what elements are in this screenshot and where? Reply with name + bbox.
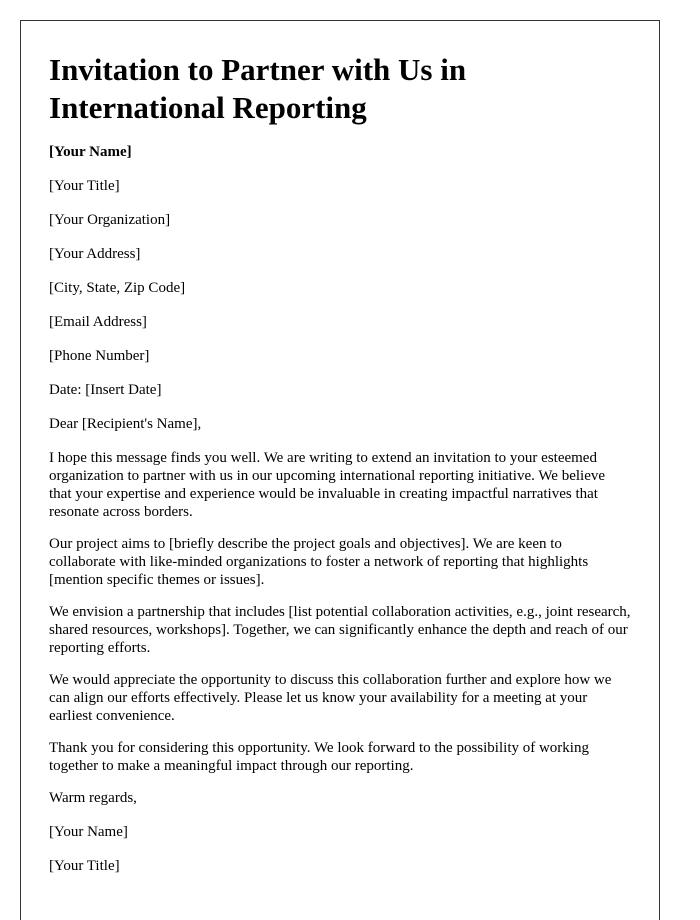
body-paragraph-3: We envision a partnership that includes [list potential collaboration activities, e.g., joint research, shared resources, workshops]. Together, we can significantly enhance the depth and reach of our reporting efforts. [49, 604, 631, 656]
sender-address: [Your Address] [49, 246, 141, 262]
sender-phone: [Phone Number] [49, 348, 150, 364]
body-paragraph-2: Our project aims to [briefly describe the project goals and objectives]. We are keen to collaborate with like-minded organizations to foster a network of reporting that highlights [mention specific themes or issues]. [49, 536, 589, 588]
body-paragraph-4: We would appreciate the opportunity to discuss this collaboration further and explore how we can align our efforts effectively. Please let us know your availability for a meeting at your earliest convenience. [49, 672, 612, 724]
signature-title: [Your Title] [49, 858, 120, 874]
signature-name: [Your Name] [49, 824, 128, 840]
letter-title: Invitation to Partner with Us in International Reporting [49, 52, 467, 125]
sender-organization: [Your Organization] [49, 212, 171, 228]
body-paragraph-5: Thank you for considering this opportunity. We look forward to the possibility of working together to make a meaningful impact through our reporting. [49, 740, 589, 774]
letter-page [20, 20, 660, 920]
sender-city-state-zip: [City, State, Zip Code] [49, 280, 186, 296]
sender-name: [Your Name] [49, 144, 132, 160]
body-paragraph-1: I hope this message finds you well. We are writing to extend an invitation to your esteemed organization to partner with us in our upcoming international reporting initiative. We believe that your expertise and experience would be invaluable in creating impactful narratives that resonate across borders. [49, 450, 606, 520]
sender-email: [Email Address] [49, 314, 147, 330]
letter-date: Date: [Insert Date] [49, 382, 162, 398]
sender-title: [Your Title] [49, 178, 120, 194]
closing: Warm regards, [49, 790, 137, 806]
salutation: Dear [Recipient's Name], [49, 416, 202, 432]
